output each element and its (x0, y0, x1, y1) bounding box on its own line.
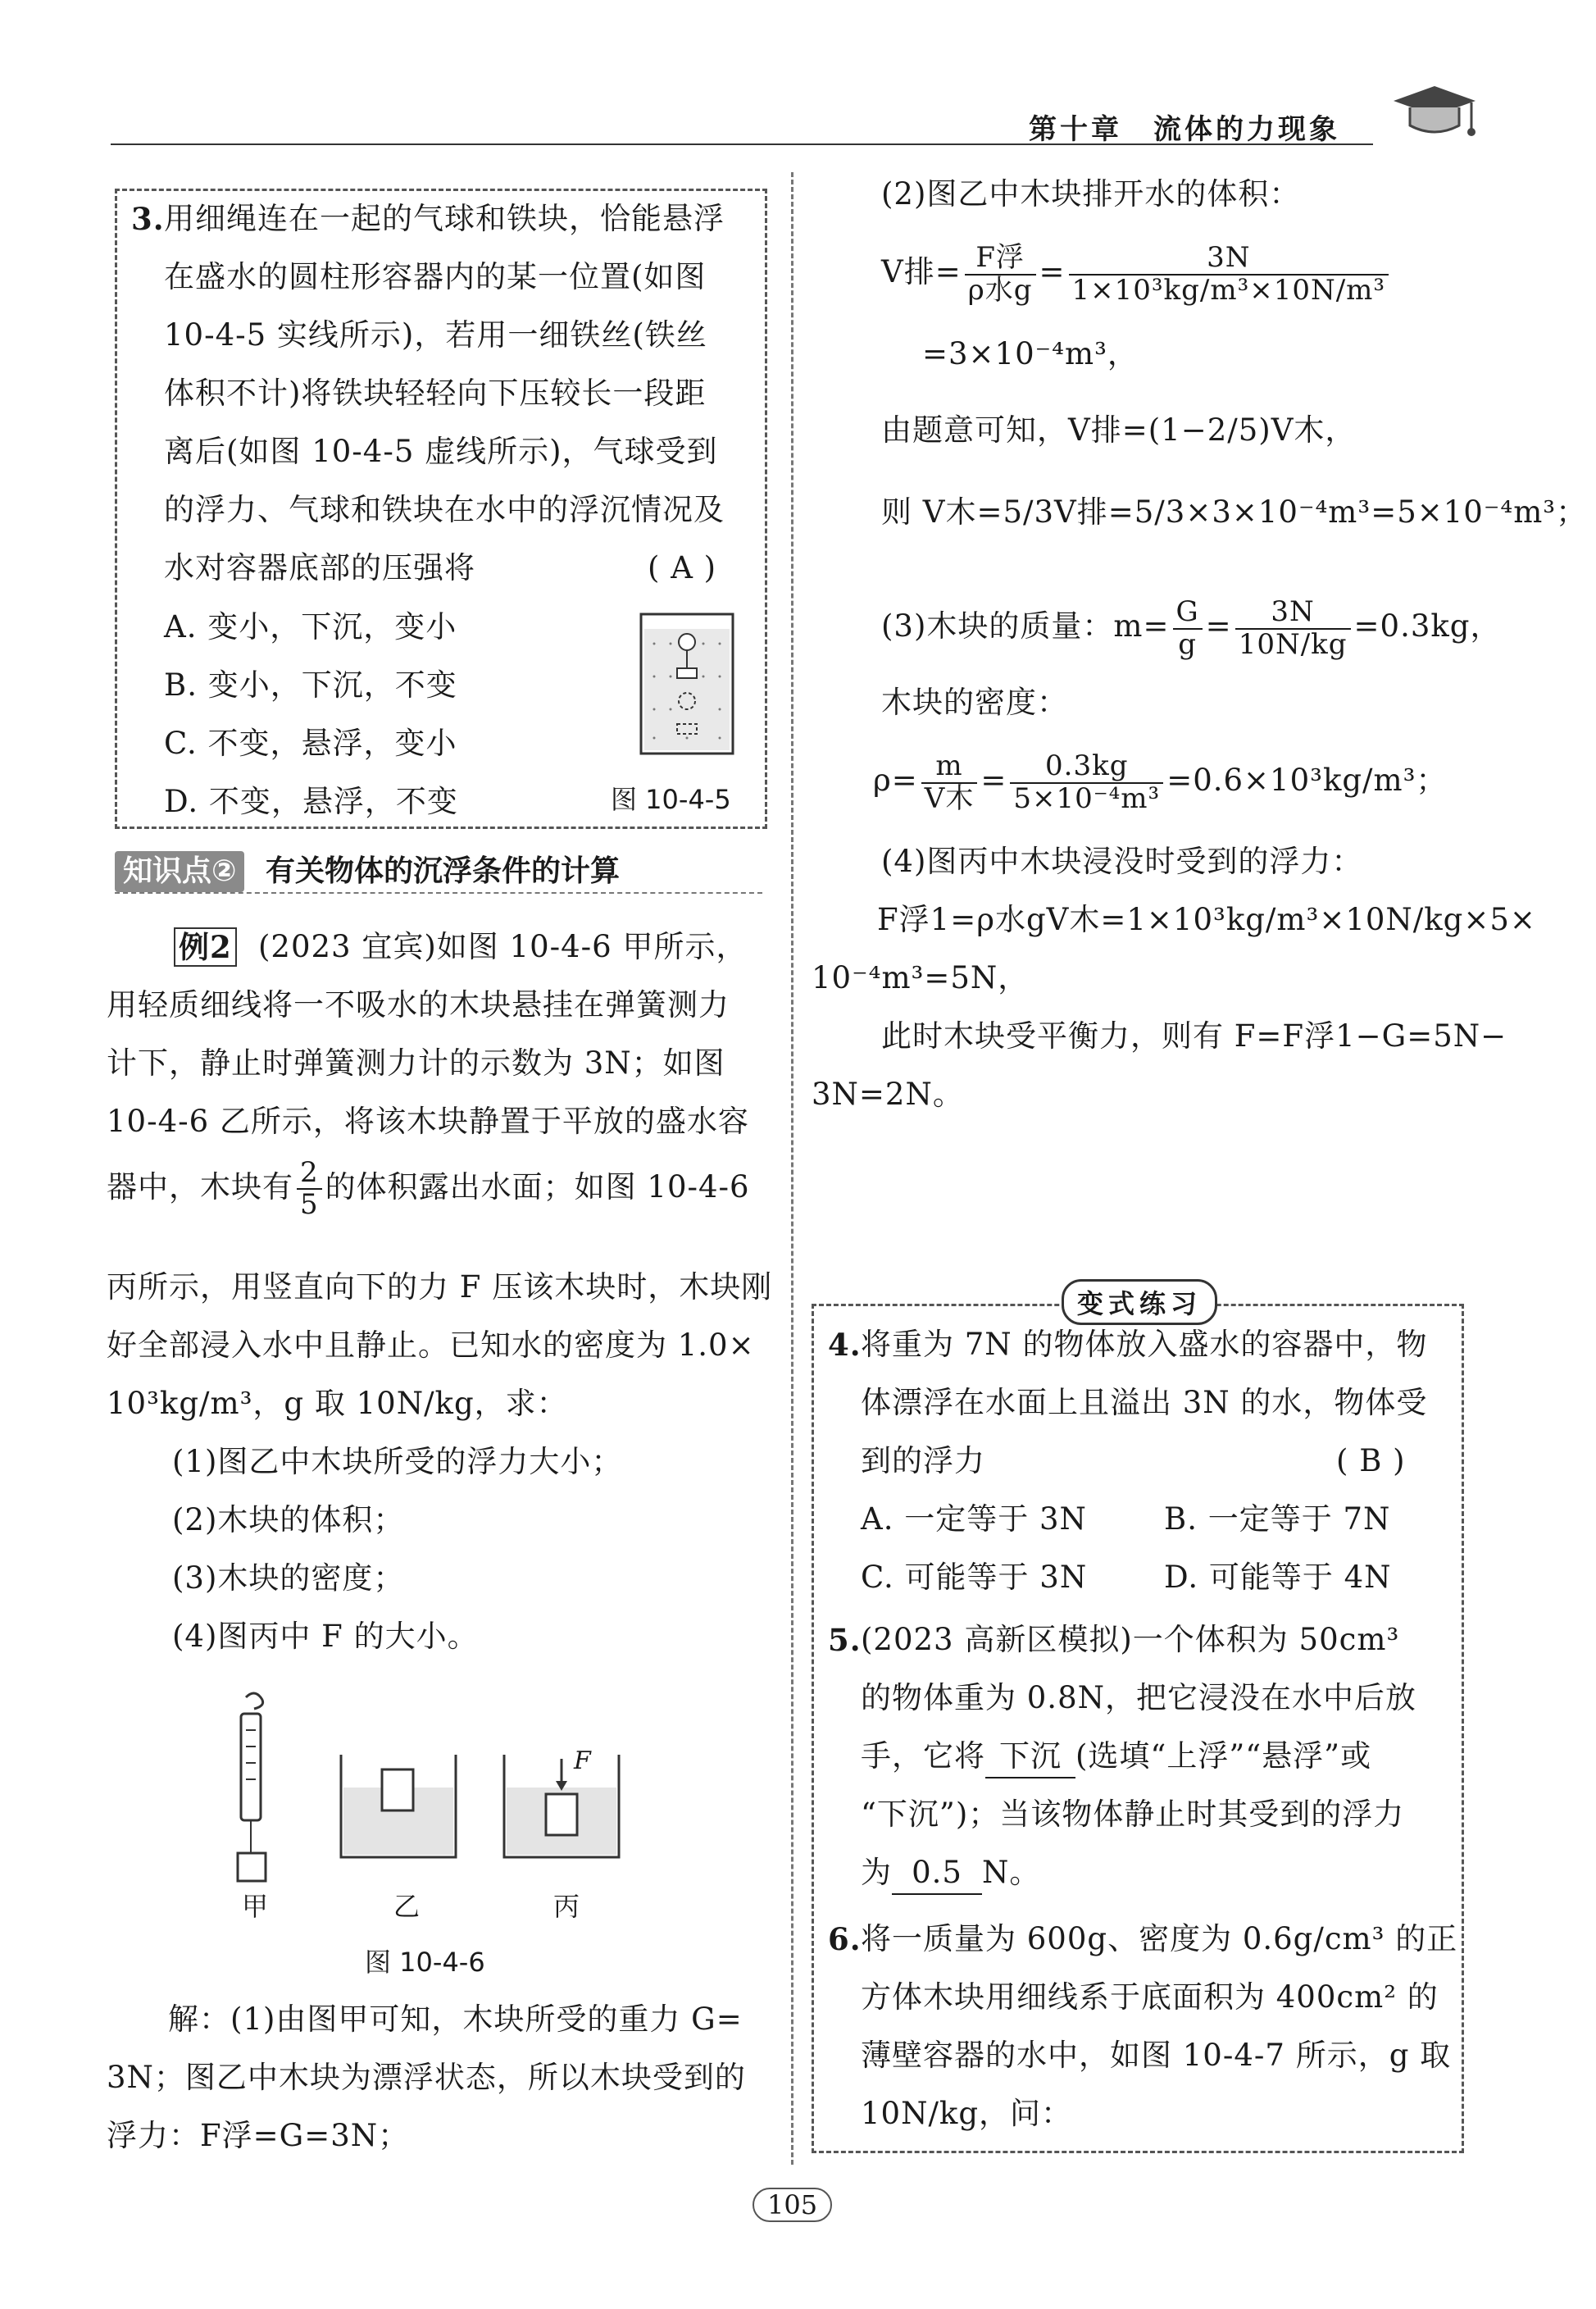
solution-line: 浮力：F浮=G=3N； (107, 2118, 410, 2153)
example-line: 10³kg/m³，g 取 10N/kg，求： (107, 1386, 568, 1421)
q5-answer-blank: 下沉 (985, 1736, 1075, 1778)
knowledge-point-title: 有关物体的沉浮条件的计算 (265, 854, 620, 888)
formula-line: ρ= $\frac{m}{\text{V木}}$ = $\frac{0.3kg}{\text{5×10⁻⁴m³}}$ =0.6×10³kg/m³； (873, 749, 1448, 815)
q4-option: D. 可能等于 4N (1164, 1560, 1392, 1595)
example-line: 丙所示，用竖直向下的力 F 压该木块时，木块刚 (107, 1269, 773, 1305)
denominator: g (1178, 627, 1197, 661)
q6-line: 薄壁容器的水中，如图 10-4-7 所示，g 取 (861, 2038, 1452, 2073)
example-tag-label: 例2 (174, 927, 237, 967)
formula-text: V排= (881, 254, 962, 289)
formula-line: (3)木块的质量：m= $\frac{G}{g}$ = $\frac{3N}{10N/kg}$ =0.3kg， (881, 595, 1502, 661)
formula-text: (3)木块的质量：m= (881, 608, 1170, 644)
q3-option: D. 不变，悬浮，不变 (164, 784, 458, 819)
q5-answer-blank: 0.5 (892, 1852, 982, 1895)
q3-option: A. 变小，下沉，变小 (164, 609, 457, 644)
q3-answer: ( A ) (648, 550, 717, 585)
numerator: 0.3kg (1010, 751, 1163, 783)
denominator: V木 (924, 781, 975, 815)
fraction (297, 1158, 322, 1221)
formula-text: (1−2/5) (1148, 412, 1271, 448)
q4-number: 4. (828, 1327, 862, 1363)
formula-line: F浮1=ρ水gV木=1×10³kg/m³×10N/kg×5× (877, 902, 1536, 937)
fraction (1173, 597, 1203, 660)
formula-text: V木， (1271, 412, 1357, 448)
knowledge-point-tag: 知识点② (115, 851, 244, 892)
q5-line: (2023 高新区模拟)一个体积为 50cm³ (861, 1622, 1400, 1657)
example-line: 好全部浸入水中且静止。已知水的密度为 1.0× (107, 1328, 755, 1363)
formula-text: ρ= (873, 763, 918, 798)
q4-line: 体漂浮在水面上且溢出 3N 的水，物体受 (861, 1385, 1428, 1420)
formula-text: 5/3 (1134, 494, 1186, 530)
example-line: 用轻质细线将一不吸水的木块悬挂在弹簧测力 (107, 987, 730, 1022)
solution-line: 3N=2N。 (812, 1077, 964, 1112)
q3-line: 离后(如图 10-4-5 虚线所示)，气球受到 (164, 434, 718, 469)
q4-option: B. 一定等于 7N (1164, 1501, 1391, 1537)
q4-option: A. 一定等于 3N (861, 1501, 1087, 1537)
figure-10-4-5 (638, 611, 736, 762)
sub-question: (4)图丙中 F 的大小。 (172, 1619, 479, 1654)
q3-line: 10-4-5 实线所示)，若用一细铁丝(铁丝 (164, 317, 707, 353)
q5-line: “下沉”)；当该物体静止时其受到的浮力 (861, 1797, 1405, 1832)
fraction (1010, 751, 1163, 814)
sub-question: (2)木块的体积； (172, 1502, 405, 1537)
chapter-title: 第十章 流体的力现象 (1029, 113, 1340, 146)
example-tag (174, 927, 237, 968)
numerator: F浮 (965, 243, 1036, 275)
q3-line: 的浮力、气球和铁块在水中的浮沉情况及 (164, 492, 725, 527)
q5-text: N。 (982, 1855, 1041, 1890)
page-number: 105 (753, 2188, 832, 2222)
numerator: 3N (1069, 243, 1389, 275)
q5-line (861, 1852, 1040, 1895)
formula-text: 由题意可知，V排= (881, 412, 1148, 448)
graduation-cap-icon (1385, 78, 1484, 155)
solution-line: (2)图乙中木块排开水的体积： (881, 176, 1301, 212)
formula-line (881, 492, 1587, 533)
figure-caption: 图 10-4-6 (365, 1947, 485, 1978)
formula-text: V排= (1054, 494, 1134, 530)
solution-line: 解：(1)由图甲可知，木块所受的重力 G= (168, 2002, 743, 2037)
denominator: 5 (300, 1188, 319, 1222)
fraction (965, 243, 1036, 306)
q4-line: 将重为 7N 的物体放入盛水的容器中，物 (861, 1327, 1428, 1362)
fig-label: 甲 (242, 1891, 269, 1922)
q4-answer: ( B ) (1336, 1443, 1406, 1478)
formula-text: =0.6×10³kg/m³； (1166, 763, 1448, 798)
example-line: 计下，静止时弹簧测力计的示数为 3N；如图 (107, 1045, 725, 1081)
example-line: 10-4-6 乙所示，将该木块静置于平放的盛水容 (107, 1104, 749, 1139)
fig-label: 丙 (553, 1891, 580, 1922)
q3-line: 在盛水的圆柱形容器内的某一位置(如图 (164, 259, 707, 294)
figure-10-4-6 (221, 1689, 648, 1922)
q3-line: 体积不计)将铁块轻轻向下压较长一段距 (164, 376, 707, 411)
force-label: F (574, 1747, 591, 1775)
solution-line: 3N；图乙中木块为漂浮状态，所以木块受到的 (107, 2060, 746, 2095)
fraction (1069, 243, 1389, 306)
example-line (107, 1158, 750, 1221)
formula-line: V排= $\frac{\text{F浮}}{\text{ρ水g}}$ = $\frac{3N}{\text{1×10³kg/m³×10N/m³}}$ (881, 238, 1392, 307)
knowledge-point-heading (115, 851, 762, 894)
formula-line: 10⁻⁴m³=5N， (812, 960, 1030, 995)
formula-line (881, 410, 1356, 451)
q4-line: 到的浮力 (861, 1443, 985, 1478)
sub-question: (3)木块的密度； (172, 1560, 405, 1596)
numerator: 3N (1235, 597, 1351, 629)
formula-text: =0.3kg， (1353, 608, 1502, 644)
q3-option: B. 变小，下沉，不变 (164, 667, 457, 703)
q5-line: 的物体重为 0.8N，把它浸没在水中后放 (861, 1680, 1416, 1715)
fraction (1235, 597, 1351, 660)
practice-box (812, 1304, 1464, 2153)
numerator: 2 (297, 1158, 322, 1190)
q6-line: 将一质量为 600g、密度为 0.6g/cm³ 的正 (861, 1921, 1458, 1956)
q6-number: 6. (828, 1921, 862, 1957)
q6-line: 10N/kg，问： (861, 2096, 1073, 2131)
q5-text: 为 (861, 1855, 892, 1890)
practice-banner: 变式练习 (1062, 1279, 1217, 1325)
denominator: 10N/kg (1238, 627, 1348, 661)
q5-line (861, 1736, 1371, 1778)
q3-line: 水对容器底部的压强将 (164, 550, 475, 585)
q6-line: 方体木块用细线系于底面积为 400cm² 的 (861, 1979, 1439, 2015)
solution-line: (4)图丙中木块浸没时受到的浮力： (881, 844, 1363, 879)
sub-question: (1)图乙中木块所受的浮力大小； (172, 1444, 623, 1479)
formula-text: 则 V木= (881, 494, 1003, 530)
q5-text: (选填“上浮”“悬浮”或 (1075, 1738, 1372, 1774)
denominator: ρ水g (967, 273, 1033, 307)
numerator: m (921, 751, 978, 783)
solution-line: 此时木块受平衡力，则有 F=F浮1−G=5N− (881, 1018, 1507, 1054)
denominator: 1×10³kg/m³×10N/m³ (1071, 273, 1386, 307)
fraction (921, 751, 978, 814)
example-text: 器中，木块有 (107, 1168, 293, 1205)
formula-text: ×3×10⁻⁴m³=5×10⁻⁴m³； (1185, 494, 1588, 530)
example-text: 的体积露出水面；如图 10-4-6 (325, 1168, 750, 1205)
solution-line: 木块的密度： (881, 685, 1068, 720)
numerator: G (1173, 597, 1203, 629)
q4-option: C. 可能等于 3N (861, 1560, 1088, 1595)
denominator: 5×10⁻⁴m³ (1013, 781, 1161, 815)
q3-number: 3. (131, 201, 165, 237)
figure-caption: 图 10-4-5 (611, 784, 731, 815)
column-divider (791, 172, 793, 2165)
q3-option: C. 不变，悬浮，变小 (164, 726, 457, 761)
example-line: (2023 宜宾)如图 10-4-6 甲所示， (258, 929, 748, 964)
formula-line: =3×10⁻⁴m³， (922, 336, 1139, 371)
fig-label: 乙 (393, 1891, 421, 1922)
formula-text: 5/3 (1003, 494, 1055, 530)
q3-line: 用细绳连在一起的气球和铁块，恰能悬浮 (164, 201, 725, 236)
q5-text: 手，它将 (861, 1738, 985, 1774)
q5-number: 5. (828, 1622, 862, 1658)
